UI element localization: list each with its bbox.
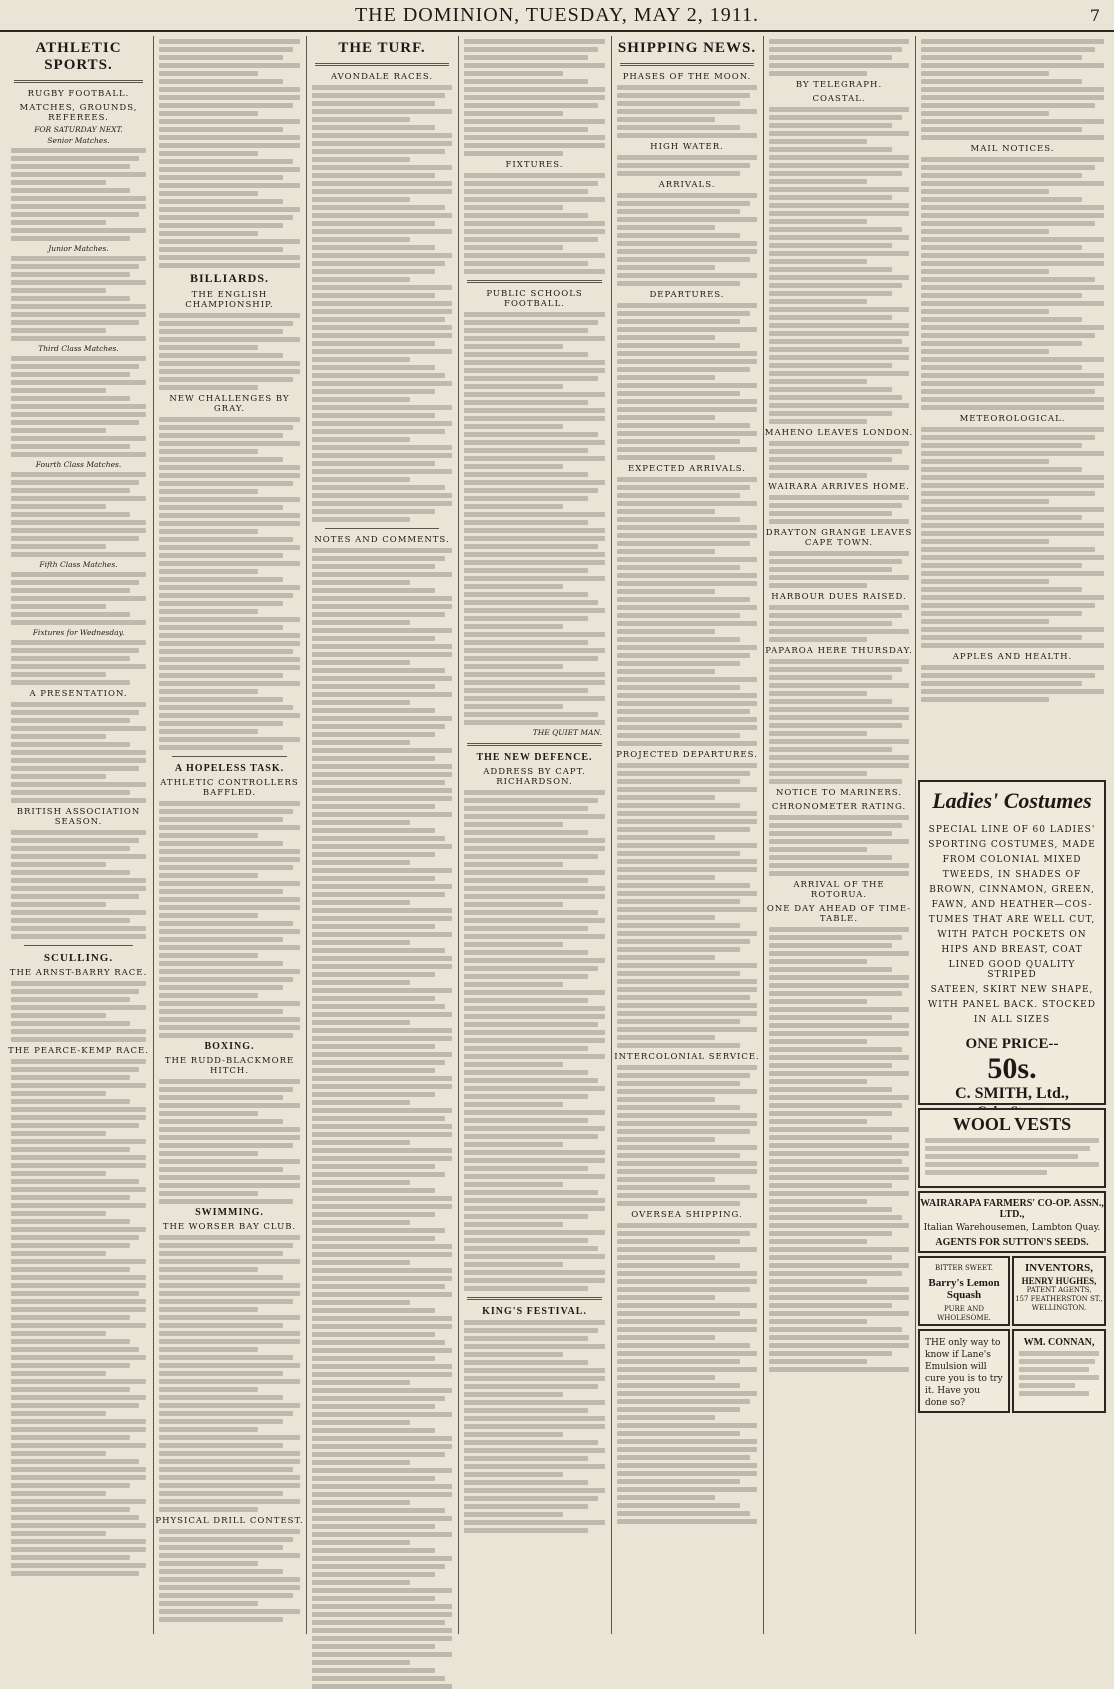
heading-new-challenges: NEW CHALLENGES BY GRAY.: [169, 394, 290, 414]
column-shipping: [611, 36, 762, 1634]
ad-costumes-line: SPECIAL LINE OF 60 LADIES': [928, 825, 1096, 835]
column-turf: [306, 36, 457, 1634]
ad-costumes-line: SPORTING COSTUMES, MADE: [928, 840, 1096, 850]
ad-costumes-line: FROM COLONIAL MIXED: [942, 855, 1082, 865]
ad-connan: [1012, 1329, 1106, 1413]
heading-meteorological: METEOROLOGICAL.: [959, 414, 1066, 424]
page-number: 7: [1089, 6, 1100, 25]
heading-pearce: THE PEARCE-KEMP RACE.: [8, 1046, 149, 1056]
ad-ladies-costumes: [918, 780, 1106, 1105]
ad-costumes-title: Ladies' Costumes: [932, 788, 1092, 813]
ad-costumes-line: TWEEDS, IN SHADES OF: [942, 870, 1082, 880]
heading-wairara: WAIRARA ARRIVES HOME.: [768, 482, 910, 492]
heading-presentation: A PRESENTATION.: [29, 689, 128, 699]
heading-fourth: Fourth Class Matches.: [35, 460, 122, 469]
ad-lanes-text: THE only way to know if Lane's Emulsion will cure you is to try it. Have you done so?: [925, 1338, 1003, 1408]
ad-inventors-sub: PATENT AGENTS,: [1026, 1286, 1092, 1294]
heading-fixtures: FIXTURES.: [505, 160, 564, 170]
heading-drayton: DRAYTON GRANGE LEAVES CAPE TOWN.: [765, 528, 913, 548]
heading-saturday: FOR SATURDAY NEXT.: [34, 125, 123, 134]
heading-kings-festival: KING'S FESTIVAL.: [482, 1306, 587, 1317]
heading-expected: EXPECTED ARRIVALS.: [628, 464, 746, 474]
heading-athletic-baffled: ATHLETIC CONTROLLERS BAFFLED.: [160, 778, 299, 798]
heading-worser-bay: THE WORSER BAY CLUB.: [162, 1222, 297, 1232]
ad-costumes-line: IN ALL SIZES: [973, 1015, 1051, 1025]
heading-one-day: ONE DAY AHEAD OF TIME-TABLE.: [766, 904, 912, 924]
heading-hopeless-task: A HOPELESS TASK.: [174, 763, 285, 774]
ad-wool-vests: [918, 1108, 1106, 1188]
paper-title: THE DOMINION, TUESDAY, MAY 2, 1911.: [354, 4, 760, 26]
heading-arnst: THE ARNST-BARRY RACE.: [9, 968, 148, 978]
ad-wairarapa: [918, 1191, 1106, 1253]
heading-notes-comments: NOTES AND COMMENTS.: [314, 535, 450, 545]
ad-costumes-line: TUMES THAT ARE WELL CUT,: [928, 915, 1096, 925]
heading-matches: MATCHES, GROUNDS, REFEREES.: [19, 103, 138, 123]
heading-oversea: OVERSEA SHIPPING.: [631, 1210, 743, 1220]
ad-barrys-lemon: [918, 1256, 1010, 1326]
heading-third: Third Class Matches.: [38, 344, 119, 353]
heading-departures: DEPARTURES.: [649, 290, 725, 300]
heading-arrival-rotorua: ARRIVAL OF THE ROTORUA.: [793, 880, 885, 900]
heading-avondale: AVONDALE RACES.: [330, 72, 434, 82]
heading-sculling: SCULLING.: [43, 952, 114, 964]
heading-junior: Junior Matches.: [48, 244, 109, 253]
ad-costumes-line: WITH PATCH POCKETS ON: [937, 930, 1087, 940]
heading-drill-contest: PHYSICAL DRILL CONTEST.: [155, 1516, 304, 1526]
ad-inventors: [1012, 1256, 1106, 1326]
signature-quiet-man: THE QUIET MAN.: [532, 728, 602, 737]
ad-costumes-line: SATEEN, SKIRT NEW SHAPE,: [930, 985, 1094, 995]
heading-coastal: COASTAL.: [812, 94, 866, 104]
ad-bitter-name: Barry's Lemon Squash: [928, 1277, 1000, 1301]
heading-swimming: SWIMMING.: [195, 1207, 264, 1218]
ad-inventors-addr: 157 FEATHERSTON ST., WELLINGTON.: [1015, 1295, 1103, 1312]
heading-rudd-blackmore: THE RUDD-BLACKMORE HITCH.: [164, 1056, 295, 1076]
ad-wairarapa-sub: Italian Warehousemen, Lambton Quay.: [923, 1223, 1101, 1233]
masthead: [0, 0, 1114, 32]
column-billiards: [153, 36, 305, 1634]
ad-costumes-line: HIPS AND BREAST, COAT: [941, 945, 1083, 955]
heading-public-schools: PUBLIC SCHOOLS FOOTBALL.: [486, 289, 583, 309]
heading-paparoa: PAPAROA HERE THURSDAY.: [765, 646, 913, 656]
heading-moon: PHASES OF THE MOON.: [622, 72, 752, 82]
ad-costumes-line: BROWN, CINNAMON, GREEN,: [929, 885, 1095, 895]
heading-rugby: RUGBY FOOTBALL.: [27, 89, 130, 99]
heading-billiards: BILLIARDS.: [189, 271, 270, 285]
heading-harbour: HARBOUR DUES RAISED.: [771, 592, 907, 602]
ad-bitter-post: PURE AND WHOLESOME.: [937, 1305, 991, 1322]
heading-shipping: SHIPPING NEWS.: [617, 40, 757, 56]
heading-arrivals: ARRIVALS.: [658, 180, 716, 190]
heading-high-water: HIGH WATER.: [650, 142, 724, 152]
ad-costumes-line: LINED GOOD QUALITY STRIPED: [948, 960, 1076, 980]
heading-wednesday: Fixtures for Wednesday.: [32, 628, 125, 637]
heading-chronometer: CHRONOMETER RATING.: [771, 802, 907, 812]
heading-mail-notices: MAIL NOTICES.: [970, 144, 1055, 154]
heading-english-championship: THE ENGLISH CHAMPIONSHIP.: [185, 290, 274, 310]
column-fixtures: [458, 36, 610, 1634]
heading-notice-mariners: NOTICE TO MARINERS.: [775, 788, 903, 798]
heading-british: BRITISH ASSOCIATION SEASON.: [16, 807, 141, 827]
heading-fifth: Fifth Class Matches.: [39, 560, 118, 569]
ad-costumes-line: FAWN, AND HEATHER—COS-: [931, 900, 1093, 910]
heading-athletic-sports: ATHLETIC SPORTS.: [35, 40, 122, 73]
ad-costumes-price: 50s.: [987, 1052, 1037, 1085]
heading-intercolonial: INTERCOLONIAL SERVICE.: [614, 1052, 760, 1062]
ad-wool-title: WOOL VESTS: [952, 1114, 1072, 1134]
ad-costumes-line: WITH PANEL BACK. STOCKED: [928, 1000, 1096, 1010]
column-athletic-sports: [6, 36, 151, 1634]
heading-turf: THE TURF.: [338, 40, 426, 56]
ad-costumes-one-price: ONE PRICE--: [965, 1036, 1059, 1052]
ad-lanes-emulsion: [918, 1329, 1010, 1413]
heading-maheno: MAHENO LEAVES LONDON.: [764, 428, 914, 438]
ad-wairarapa-agents: AGENTS FOR SUTTON'S SEEDS.: [935, 1237, 1089, 1248]
heading-telegraph: BY TELEGRAPH.: [795, 80, 883, 90]
heading-new-defence: THE NEW DEFENCE.: [476, 752, 593, 763]
heading-projected: PROJECTED DEPARTURES.: [616, 750, 758, 760]
heading-senior: Senior Matches.: [47, 136, 110, 145]
ad-wairarapa-title: WAIRARAPA FARMERS' CO-OP. ASSN., LTD.,: [920, 1198, 1104, 1220]
column-coastal: [763, 36, 914, 1634]
ad-bitter-pre: BITTER SWEET.: [934, 1264, 994, 1272]
ad-costumes-shop: C. SMITH, Ltd.,: [955, 1085, 1069, 1102]
ad-inventors-name: HENRY HUGHES,: [1021, 1276, 1097, 1286]
heading-address-richardson: ADDRESS BY CAPT. RICHARDSON.: [483, 767, 586, 787]
heading-boxing: BOXING.: [204, 1041, 255, 1052]
ad-inventors-title: INVENTORS,: [1025, 1262, 1093, 1274]
heading-apples-health: APPLES AND HEALTH.: [952, 652, 1073, 662]
ad-connan-title: WM. CONNAN,: [1023, 1337, 1095, 1348]
